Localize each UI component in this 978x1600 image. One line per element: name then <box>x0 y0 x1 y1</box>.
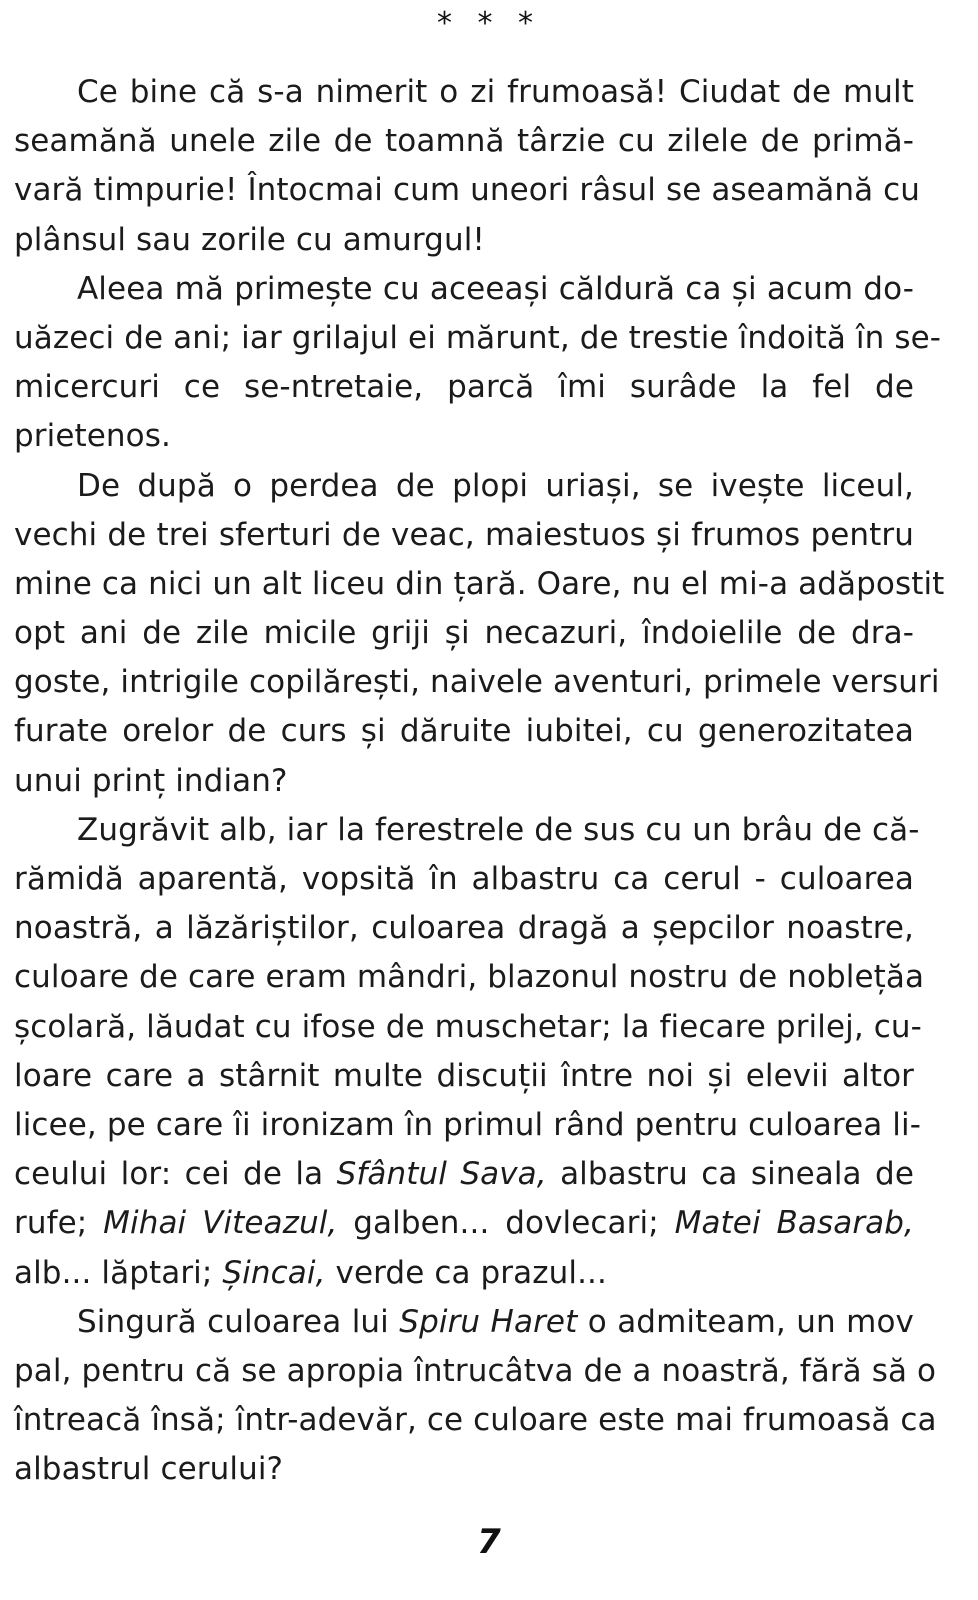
text-run: unui prinț indian? <box>14 762 288 799</box>
text-run: verde ca prazul... <box>325 1254 607 1291</box>
text-line <box>14 1298 914 1347</box>
text-run: rămidă aparentă, vopsită în albastru ca cerul - culoarea <box>14 861 914 897</box>
text-run: Ce bine că s-a nimerit o zi frumoasă! Ciudat de mult <box>77 74 914 110</box>
text-line <box>14 1199 914 1248</box>
text-line <box>14 68 914 117</box>
text-run: ceului lor: cei de la <box>14 1156 337 1193</box>
text-run: loare care a stârnit multe discuții între noi și elevii altor <box>14 1057 914 1094</box>
text-run: o admiteam, un mov <box>577 1303 914 1340</box>
text-line <box>14 658 940 707</box>
text-run: albastrul cerului? <box>14 1451 284 1488</box>
text-line <box>14 953 925 1002</box>
text-line <box>14 1347 937 1396</box>
text-line <box>14 1003 922 1052</box>
text-run: rufe; <box>14 1205 104 1242</box>
text-line <box>14 1445 914 1494</box>
text-line <box>14 166 921 215</box>
text-line <box>14 904 914 953</box>
text-run: opt ani de zile micile griji și necazuri, îndoielile de dra- <box>14 615 914 652</box>
text-run: Singură culoarea lui <box>77 1303 400 1340</box>
text-line <box>14 757 914 806</box>
text-run: galben... dovlecari; <box>337 1205 675 1242</box>
text-line <box>14 216 914 265</box>
text-run: vechi de trei sferturi de veac, maiestuos și frumos pentru <box>14 516 914 553</box>
text-run: uăzeci de ani; iar grilajul ei mărunt, de trestie îndoită în se- <box>14 319 942 356</box>
text-line <box>14 265 914 314</box>
body-text <box>14 68 945 1494</box>
italic-text: Sfântul Sava, <box>336 1156 547 1193</box>
text-line <box>14 1150 914 1199</box>
text-line <box>14 707 914 756</box>
text-line <box>14 855 914 904</box>
text-line <box>14 511 914 560</box>
text-run: goste, intrigile copilărești, naivele aventuri, primele versuri <box>14 664 940 701</box>
italic-text: Mihai Viteazul, <box>103 1205 338 1242</box>
text-run: mine ca nici un alt liceu din țară. Oare, nu el mi-a adăpostit <box>14 565 945 602</box>
text-line <box>14 806 920 855</box>
text-run: licee, pe care îi ironizam în primul rând pentru culoarea li- <box>14 1106 922 1143</box>
text-run: pal, pentru că se apropia întrucâtva de a noastră, fără să o <box>14 1352 937 1389</box>
text-line <box>14 1396 937 1445</box>
text-line <box>14 462 914 511</box>
italic-text: Spiru Haret <box>399 1303 578 1340</box>
text-run: culoare de care eram mândri, blazonul nostru de noblețăa <box>14 959 925 996</box>
page-number: 7 <box>477 1522 501 1562</box>
text-line <box>14 412 914 461</box>
text-run: prietenos. <box>14 418 171 455</box>
text-line <box>14 314 942 363</box>
text-run: albastru ca sineala de <box>546 1156 914 1193</box>
text-line <box>14 117 914 166</box>
text-run: micercuri ce se-ntretaie, parcă îmi surâde la fel de <box>14 369 914 406</box>
text-run: seamănă unele zile de toamnă târzie cu zilele de primă- <box>14 123 914 160</box>
text-run: noastră, a lăzăriștilor, culoarea dragă a șepcilor noastre, <box>14 910 914 947</box>
text-run: Aleea mă primește cu aceeași căldură ca și acum do- <box>77 270 914 307</box>
text-line <box>14 363 914 412</box>
italic-text: Șincai, <box>222 1254 326 1291</box>
text-line <box>14 1249 914 1298</box>
text-run: alb... lăptari; <box>14 1254 223 1291</box>
text-run: De după o perdea de plopi uriași, se ivește liceul, <box>77 467 914 504</box>
text-run: Zugrăvit alb, iar la ferestrele de sus cu un brâu de că- <box>77 811 920 848</box>
text-run: furate orelor de curs și dăruite iubitei, cu generozitatea <box>14 713 914 750</box>
text-run: întreacă însă; într-adevăr, ce culoare este mai frumoasă ca <box>14 1402 937 1439</box>
text-line <box>14 1101 922 1150</box>
italic-text: Matei Basarab, <box>674 1205 914 1242</box>
text-run: plânsul sau zorile cu amurgul! <box>14 221 485 258</box>
text-run: școlară, lăudat cu ifose de muschetar; la fiecare prilej, cu- <box>14 1008 922 1045</box>
text-line <box>14 1052 914 1101</box>
text-line <box>14 609 914 658</box>
section-separator: * * * <box>436 6 542 41</box>
text-run: vară timpurie! Întocmai cum uneori râsul se aseamănă cu <box>14 172 921 209</box>
text-line <box>14 560 945 609</box>
